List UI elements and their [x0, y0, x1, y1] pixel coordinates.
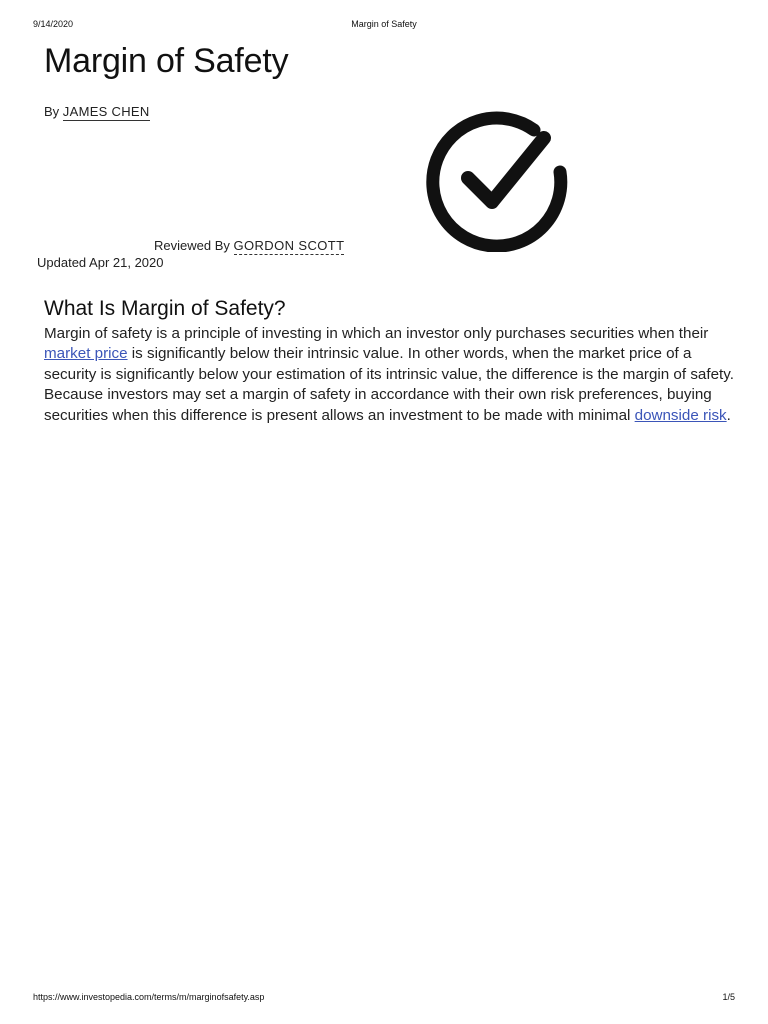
downside-risk-link[interactable]: downside risk — [634, 406, 727, 424]
updated-date: Updated Apr 21, 2020 — [37, 255, 164, 270]
reviewer-link[interactable]: GORDON SCOTT — [233, 238, 345, 253]
page-title: Margin of Safety — [44, 42, 289, 80]
reviewed-by — [154, 238, 344, 253]
print-date: 9/14/2020 — [33, 19, 74, 29]
checkmark-circle-icon — [426, 104, 574, 252]
body-text-2: is significantly below their intrinsic value. In other words, when the market price of a security is significantly below your estimation of its intrinsic value, the difference is the margin of safety. Because investors may set a margin of safety in accordance with their own risk preferences, buying securities when this difference is present allows an investment to be made with minimal — [44, 345, 734, 424]
section-heading: What Is Margin of Safety? — [44, 297, 286, 320]
body-text-1: Margin of safety is a principle of investing in which an investor only purchases securities when their — [44, 325, 709, 342]
page-number: 1/5 — [722, 992, 735, 1002]
print-header — [33, 19, 735, 33]
byline — [44, 104, 150, 119]
byline-prefix: By — [44, 104, 60, 119]
market-price-link[interactable]: market price — [44, 345, 128, 363]
article-body — [44, 324, 734, 426]
reviewed-prefix: Reviewed By — [154, 238, 230, 253]
print-footer — [33, 992, 735, 1004]
author-link[interactable]: JAMES CHEN — [62, 104, 150, 119]
print-url: https://www.investopedia.com/terms/m/marginofsafety.asp — [33, 992, 265, 1002]
print-doc-title: Margin of Safety — [351, 19, 417, 29]
body-text-3: . — [726, 406, 731, 424]
